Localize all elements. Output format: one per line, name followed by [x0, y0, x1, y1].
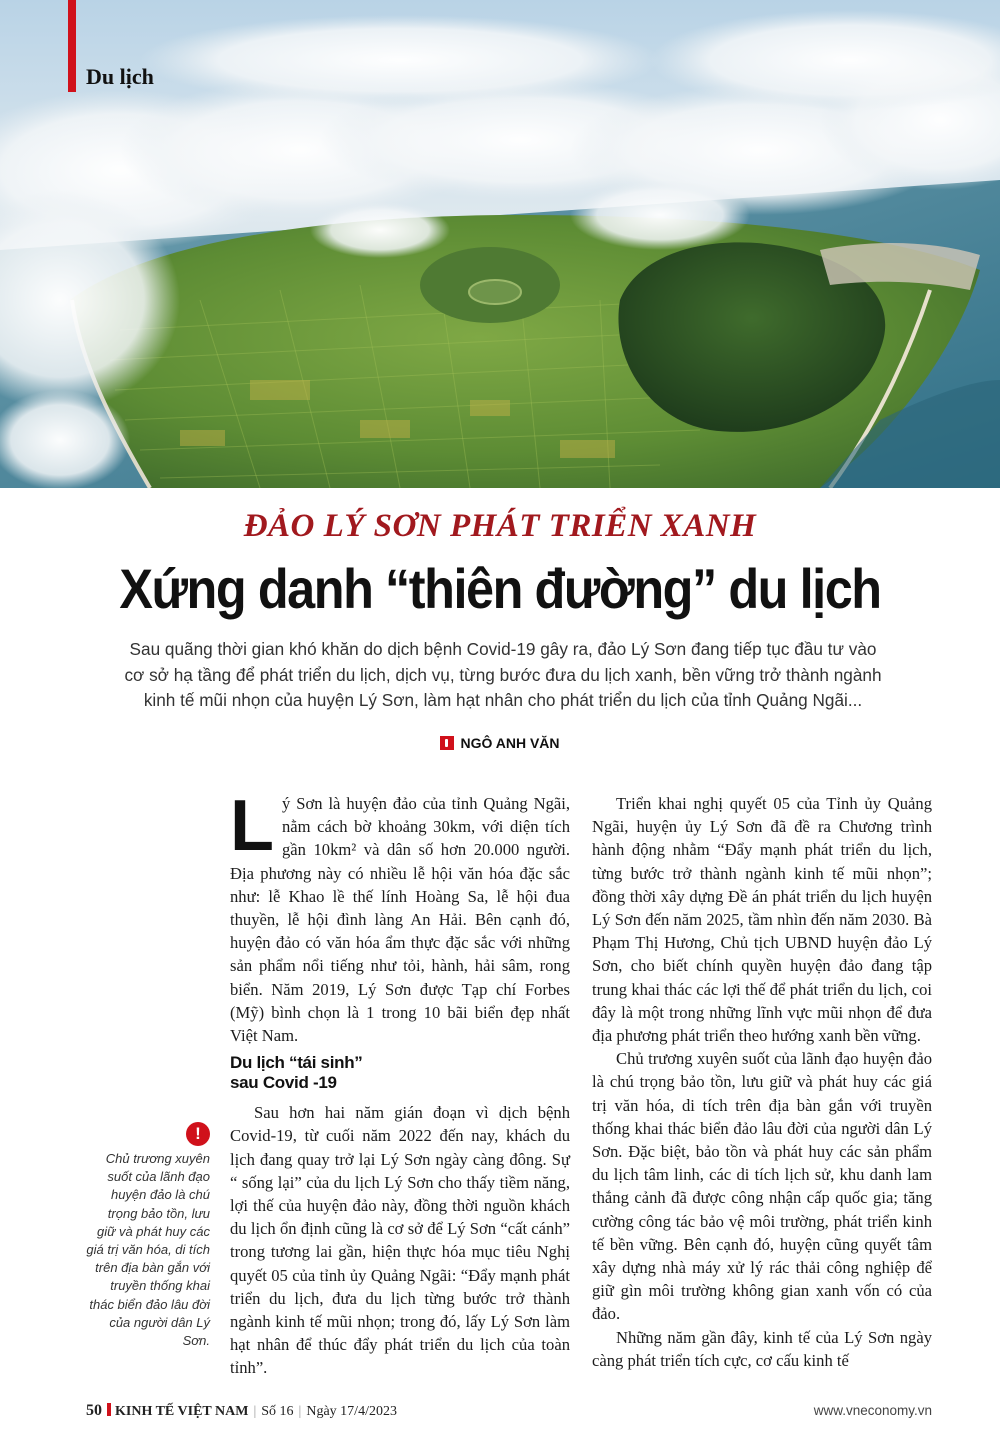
paragraph: Chủ trương xuyên suốt của lãnh đạo huyện đảo là chú trọng bảo tồn, lưu giữ và phát huy các giá trị văn hóa, di tích trên địa bàn gắn với truyền thống khai thác biển đảo lâu đời của người dân Lý Sơn. Đặc biệt, bảo tồn và phát huy các sản phẩm du lịch tâm linh, các di tích lịch sử, khu danh lam thắng cảnh đã được công nhận cấp quốc gia; tăng cường công tác bảo vệ môi trường, phát triển kinh tế bền vững. Bên cạnh đó, huyện cũng quyết tâm xây dựng nhà máy xử lý rác thải công nghiệp để giữ gìn môi trường không gian xanh vốn có của đảo. — [592, 1049, 932, 1324]
paragraph: Triển khai nghị quyết 05 của Tỉnh ủy Quảng Ngãi, huyện ủy Lý Sơn đã đề ra Chương trình hành động nhằm “Đẩy mạnh phát triển du lịch, từng bước trở thành ngành kinh tế mũi nhọn”; đồng thời xây dựng Đề án phát triển du lịch huyện Lý Sơn đến năm 2025, tầm nhìn đến năm 2030. Bà Phạm Thị Hương, Chủ tịch UBND huyện đảo Lý Sơn, cho biết chính quyền huyện đảo đang tập trung khai thác các lợi thế để phát triển du lịch, coi đây là một trong những lĩnh vực mũi nhọn để đưa địa phương phát triển theo hướng xanh bền vững. — [592, 794, 932, 1046]
magazine-name: KINH TẾ VIỆT NAM — [115, 1404, 249, 1419]
article-column-1 — [230, 786, 570, 1380]
article-lede: Sau quãng thời gian khó khăn do dịch bệnh Covid-19 gây ra, đảo Lý Sơn đang tiếp tục đầu tư vào cơ sở hạ tầng để phát triển du lịch, dịch vụ, từng bước đưa du lịch xanh, bền vững trở thành ngành kinh tế mũi nhọn của huyện Lý Sơn, làm hạt nhân cho phát triển du lịch của tỉnh Quảng Ngãi... — [124, 639, 882, 710]
pull-quote: Chủ trương xuyên suốt của lãnh đạo huyện đảo là chú trọng bảo tồn, lưu giữ và phát huy các giá trị văn hóa, di tích trên địa bàn gắn với truyền thống khai thác biển đảo lâu đời của người dân Lý Sơn. — [86, 1151, 210, 1349]
author-pen-icon — [440, 736, 454, 750]
section-accent-bar — [68, 0, 76, 92]
exclamation-icon: ! — [186, 1122, 210, 1146]
paragraph-intro — [230, 786, 570, 1047]
subheading — [230, 1053, 570, 1093]
article-headline: Xứng danh “thiên đường” du lịch — [119, 557, 881, 620]
page-footer — [86, 1402, 932, 1424]
drop-cap: L — [230, 786, 274, 866]
paragraph-intro-text: ý Sơn là huyện đảo của tỉnh Quảng Ngãi, nằm cách bờ khoảng 30km, với diện tích gần 10km² và dân số hơn 20.000 người. Địa phương này có nhiều lễ hội văn hóa đặc sắc như: lễ Khao lề thế lính Hoàng Sa, lễ hội đua thuyền, lễ hội đình làng An Hải. Bên cạnh đó, huyện đảo có văn hóa ẩm thực đặc sắc với những sản phẩm nổi tiếng như tỏi, hành, hải sâm, rong biển. Năm 2019, Lý Sơn được Tạp chí Forbes (Mỹ) bình chọn là 1 trong 10 bãi biển đẹp nhất Việt Nam. — [230, 794, 570, 1046]
page-number: 50 — [86, 1402, 102, 1419]
hero-photo — [0, 0, 1000, 488]
subheading-line-1: Du lịch “tái sinh” — [230, 1053, 363, 1073]
footer-accent-bar — [107, 1403, 111, 1416]
website-link[interactable]: www.vneconomy.vn — [813, 1403, 932, 1418]
byline — [0, 735, 1000, 751]
subheading-line-2: sau Covid -19 — [230, 1073, 337, 1093]
issue-number: Số 16 — [261, 1404, 294, 1419]
paragraph: Sau hơn hai năm gián đoạn vì dịch bệnh Covid-19, từ cuối năm 2022 đến nay, khách du lịch đang quay trở lại Lý Sơn ngày càng đông. Sự “ sống lại” của du lịch Lý Sơn cho thấy tiềm năng, lợi thế của huyện đảo này, đồng thời nguồn khách du lịch ổn định cũng là cơ sở để Lý Sơn “cất cánh” trong tương lai gần, hiện thực hóa mục tiêu Nghị quyết 05 của tỉnh ủy Quảng Ngãi: “Đẩy mạnh phát triển du lịch, đưa du lịch từng bước trở thành ngành kinh tế mũi nhọn; trong đó, lấy Lý Sơn làm hạt nhân để thúc đẩy phát triển du lịch của toàn tỉnh”. — [230, 1103, 570, 1378]
article-column-2 — [592, 792, 932, 1372]
separator: | — [298, 1404, 302, 1419]
paragraph: Những năm gần đây, kinh tế của Lý Sơn ngày càng phát triển tích cực, cơ cấu kinh tế — [592, 1327, 932, 1370]
separator: | — [253, 1404, 257, 1419]
article-kicker: ĐẢO LÝ SƠN PHÁT TRIỂN XANH — [243, 508, 757, 544]
section-label: Du lịch — [86, 64, 154, 89]
author-name: NGÔ ANH VĂN — [460, 735, 560, 751]
issue-date: Ngày 17/4/2023 — [306, 1404, 397, 1419]
